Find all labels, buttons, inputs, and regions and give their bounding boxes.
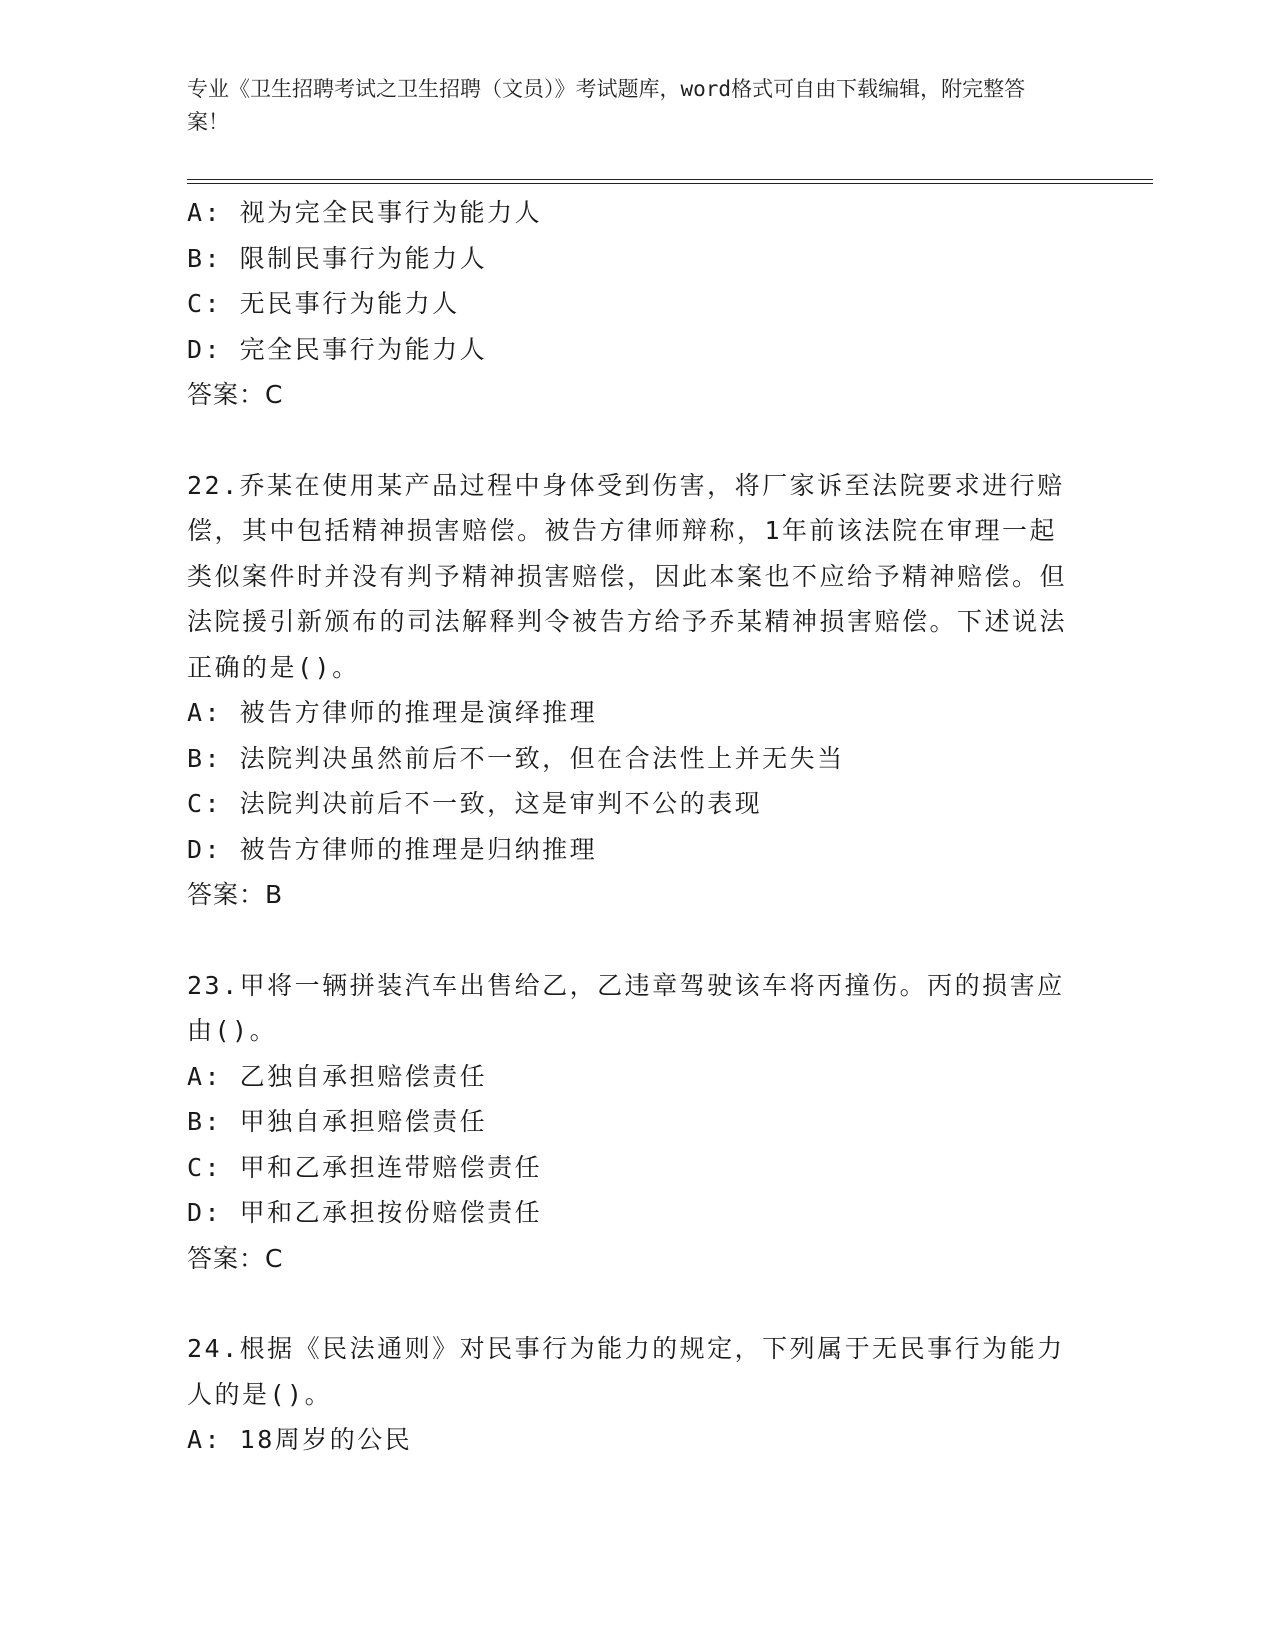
option-c: C: 无民事行为能力人 bbox=[187, 289, 460, 318]
option-d: D: 甲和乙承担按份赔偿责任 bbox=[187, 1198, 543, 1227]
option-a: A: 乙独自承担赔偿责任 bbox=[187, 1061, 488, 1091]
option-d: D: 被告方律师的推理是归纳推理 bbox=[187, 834, 598, 864]
question-list bbox=[187, 190, 1087, 1463]
option-b: B: 甲独自承担赔偿责任 bbox=[187, 1107, 488, 1136]
document-header: 专业《卫生招聘考试之卫生招聘（文员）》考试题库，word格式可自由下载编辑，附完整答案！ bbox=[187, 77, 1026, 134]
question-block-24 bbox=[187, 1326, 1087, 1463]
option-a: A: 视为完全民事行为能力人 bbox=[187, 198, 543, 227]
question-block-23 bbox=[187, 963, 1087, 1282]
header-rule-top bbox=[187, 179, 1153, 180]
option-c: C: 法院判决前后不一致，这是审判不公的表现 bbox=[187, 789, 763, 818]
option-b: B: 法院判决虽然前后不一致，但在合法性上并无失当 bbox=[187, 743, 845, 773]
spacer bbox=[187, 1281, 1087, 1326]
option-b: B: 限制民事行为能力人 bbox=[187, 243, 488, 273]
question-block-21 bbox=[187, 190, 1087, 418]
option-a: A: 被告方律师的推理是演绎推理 bbox=[187, 698, 598, 727]
question-stem: 23.甲将一辆拼装汽车出售给乙，乙违章驾驶该车将丙撞伤。丙的损害应由()。 bbox=[187, 970, 1065, 1045]
question-block-22 bbox=[187, 463, 1087, 918]
spacer bbox=[187, 418, 1087, 463]
option-d: D: 完全民事行为能力人 bbox=[187, 334, 488, 364]
question-stem: 22.乔某在使用某产品过程中身体受到伤害，将厂家诉至法院要求进行赔偿，其中包括精神损害赔偿。被告方律师辩称，1年前该法院在审理一起类似案件时并没有判予精神损害赔偿，因此本案也不应给予精神赔偿。但法院援引新颁布的司法解释判令被告方给予乔某精神损害赔偿。下述说法正确的是()。 bbox=[187, 470, 1068, 682]
option-c: C: 甲和乙承担连带赔偿责任 bbox=[187, 1152, 543, 1182]
question-stem: 24.根据《民法通则》对民事行为能力的规定，下列属于无民事行为能力人的是()。 bbox=[187, 1334, 1065, 1409]
option-a: A: 18周岁的公民 bbox=[187, 1425, 413, 1454]
header-rule-bottom bbox=[187, 183, 1153, 184]
answer-label: 答案：C bbox=[187, 1243, 284, 1273]
answer-label: 答案：B bbox=[187, 880, 284, 909]
spacer bbox=[187, 918, 1087, 963]
answer-label: 答案：C bbox=[187, 380, 284, 409]
